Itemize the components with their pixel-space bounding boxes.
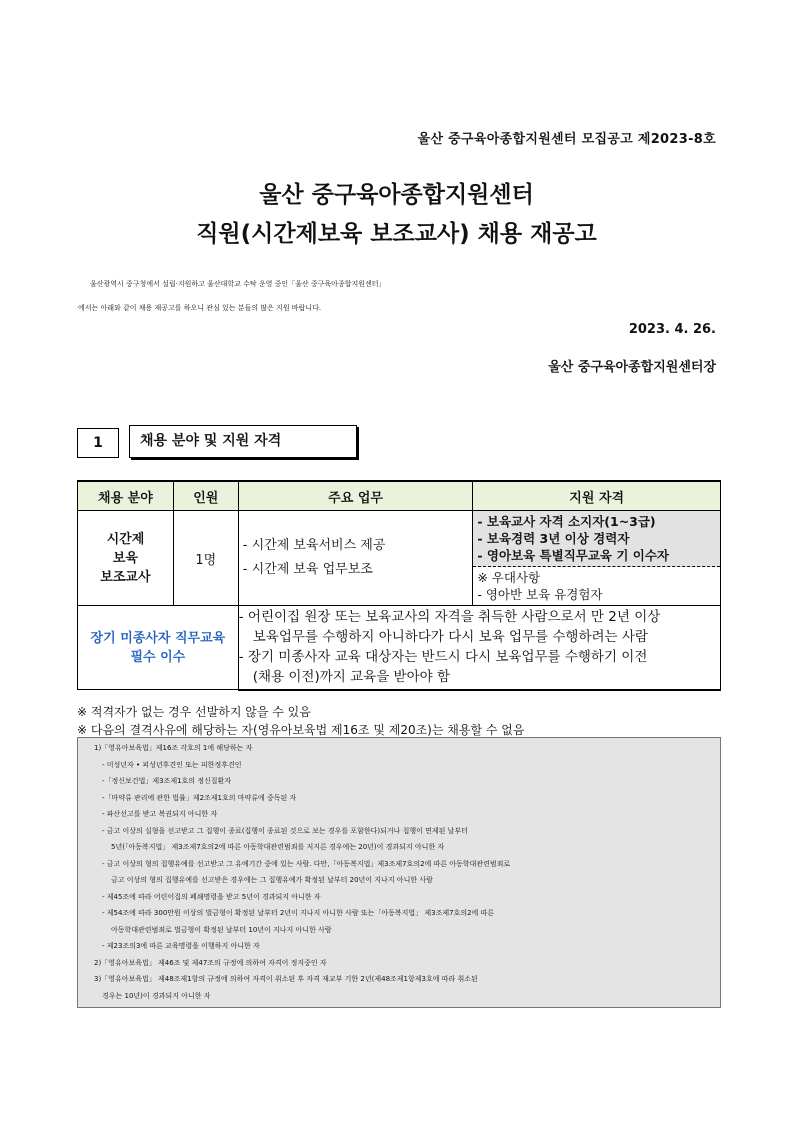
table-header-row <box>78 481 721 511</box>
field-line: 보육 <box>112 550 138 566</box>
qual-item: - 보육경력 3년 이상 경력자 <box>477 531 630 546</box>
note-disqualification: ※ 다음의 결격사유에 해당하는 자(영유아보육법 제16조 및 제20조)는 채용할 수 없음 <box>77 723 525 737</box>
notice-date: 2023. 4. 26. <box>628 322 716 337</box>
list-item: 1)「영유아보육법」제16조 각호의 1에 해당하는 자 <box>94 744 253 752</box>
list-item: -「마약류 관리에 관한 법률」제2조제1호의 마약류에 중독된 자 <box>102 793 297 802</box>
duty-item: - 시간제 보육서비스 제공 <box>242 538 386 553</box>
list-item: - 제45조에 따라 어린이집의 폐쇄명령을 받고 5년이 경과되지 아니한 자 <box>102 892 321 901</box>
list-item: -「정신보건법」제3조제1호의 정신질환자 <box>102 777 232 785</box>
recruitment-table <box>77 480 721 691</box>
education-text-line: - 어린이집 원장 또는 보육교사의 자격을 취득한 사람으로서 만 2년 이상 <box>238 609 661 626</box>
education-text-line: 보육업무를 수행하지 아니하다가 다시 보육 업무를 수행하려는 사람 <box>252 629 648 646</box>
field-line: 보조교사 <box>100 569 151 585</box>
list-item: 금고 이상의 형의 집행유예를 선고받은 경우에는 그 집행유예가 확정된 날부터 20년이 지나지 아니한 사람 <box>111 876 433 884</box>
education-label-cell <box>78 606 239 690</box>
education-text-cell <box>238 606 720 690</box>
list-item: 5년(「아동복지법」 제3조제7호의2에 따른 아동학대관련범죄를 저지른 경우에는 20년)이 경과되지 아니한 자 <box>111 843 445 851</box>
qual-item: ※ 우대사항 <box>477 570 541 585</box>
intro-line2: 에서는 아래와 같이 채용 재공고를 하오니 관심 있는 분들의 많은 지원 바랍니다. <box>78 304 322 312</box>
duty-item: - 시간제 보육 업무보조 <box>242 562 373 577</box>
section-title: 채용 분야 및 지원 자격 <box>129 425 357 458</box>
header-duties: 주요 업무 <box>238 481 473 511</box>
list-item: 2)「영유아보육법」 제46조 및 제47조의 규정에 의하여 자격이 정지중인 자 <box>94 958 327 967</box>
list-item: - 제54조에 따라 300만원 이상의 벌금형이 확정된 날부터 2년이 지나지 아니한 사람 또는「아동복지법」 제3조제7호의2에 따른 <box>102 909 495 917</box>
field-cell <box>78 511 174 606</box>
education-label-line: 장기 미종사자 직무교육 <box>90 630 226 646</box>
field-line: 시간제 <box>106 531 145 547</box>
list-item: 3)「영유아보육법」 제48조제1항의 규정에 의하여 자격이 취소된 후 자격 재교부 기한 2년(제48조제1항제3호에 따라 취소된 <box>94 975 478 983</box>
page-title-line2: 직원(시간제보육 보조교사) 채용 재공고 <box>196 221 597 247</box>
table-row <box>78 606 721 690</box>
duties-cell <box>238 511 473 606</box>
list-item: - 미성년자 • 피성년후견인 또는 피한정후견인 <box>102 760 242 769</box>
intro-paragraph <box>78 272 718 320</box>
header-field: 채용 분야 <box>78 481 174 511</box>
list-item: - 금고 이상의 실형을 선고받고 그 집행이 종료(집행이 종료된 것으로 보는 경우를 포함한다)되거나 집행이 면제된 날부터 <box>102 826 468 835</box>
list-item: - 제23조의3에 따른 교육명령을 이행하지 아니한 자 <box>102 942 260 950</box>
page-title-line1: 울산 중구육아종합지원센터 <box>259 182 534 208</box>
disqualification-box <box>77 737 721 1008</box>
preferred-qualifications <box>473 567 720 605</box>
table-row <box>78 511 721 606</box>
education-label-line: 필수 이수 <box>130 649 186 665</box>
qual-item: - 영아보육 특별직무교육 기 이수자 <box>477 548 670 563</box>
education-text-line: (채용 이전)까지 교육을 받아야 함 <box>252 669 450 686</box>
issuing-organization: 울산 중구육아종합지원센터장 <box>548 360 716 375</box>
list-item: - 파산선고를 받고 복권되지 아니한 자 <box>102 810 218 818</box>
list-item: 아동학대관련범죄로 벌금형이 확정된 날부터 10년이 지나지 아니한 사람 <box>111 925 332 934</box>
section-number: 1 <box>77 428 119 458</box>
header-qualification: 지원 자격 <box>473 481 721 511</box>
count-cell: 1명 <box>173 511 238 606</box>
qual-item: - 보육교사 자격 소지자(1~3급) <box>477 514 656 529</box>
education-text-line: - 장기 미종사자 교육 대상자는 반드시 다시 보육업무를 수행하기 이전 <box>238 649 648 666</box>
required-qualifications <box>473 511 720 567</box>
header-count: 인원 <box>173 481 238 511</box>
note-no-qualified: ※ 적격자가 없는 경우 선발하지 않을 수 있음 <box>77 705 311 719</box>
qualification-cell <box>473 511 721 606</box>
qual-item: - 영아반 보육 유경험자 <box>477 587 603 602</box>
list-item: - 금고 이상의 형의 집행유예를 선고받고 그 유예기간 중에 있는 사람. 다만,「아동복지법」제3조제7호의2에 따른 아동학대관련범죄로 <box>102 859 511 868</box>
intro-line1: 울산광역시 중구청에서 설립·지원하고 울산대학교 수탁 운영 중인「울산 중구육아종합지원센터」 <box>90 280 386 288</box>
list-item: 경우는 10년)이 경과되지 아니한 자 <box>102 991 211 1000</box>
notice-number: 울산 중구육아종합지원센터 모집공고 제2023-8호 <box>417 132 716 147</box>
